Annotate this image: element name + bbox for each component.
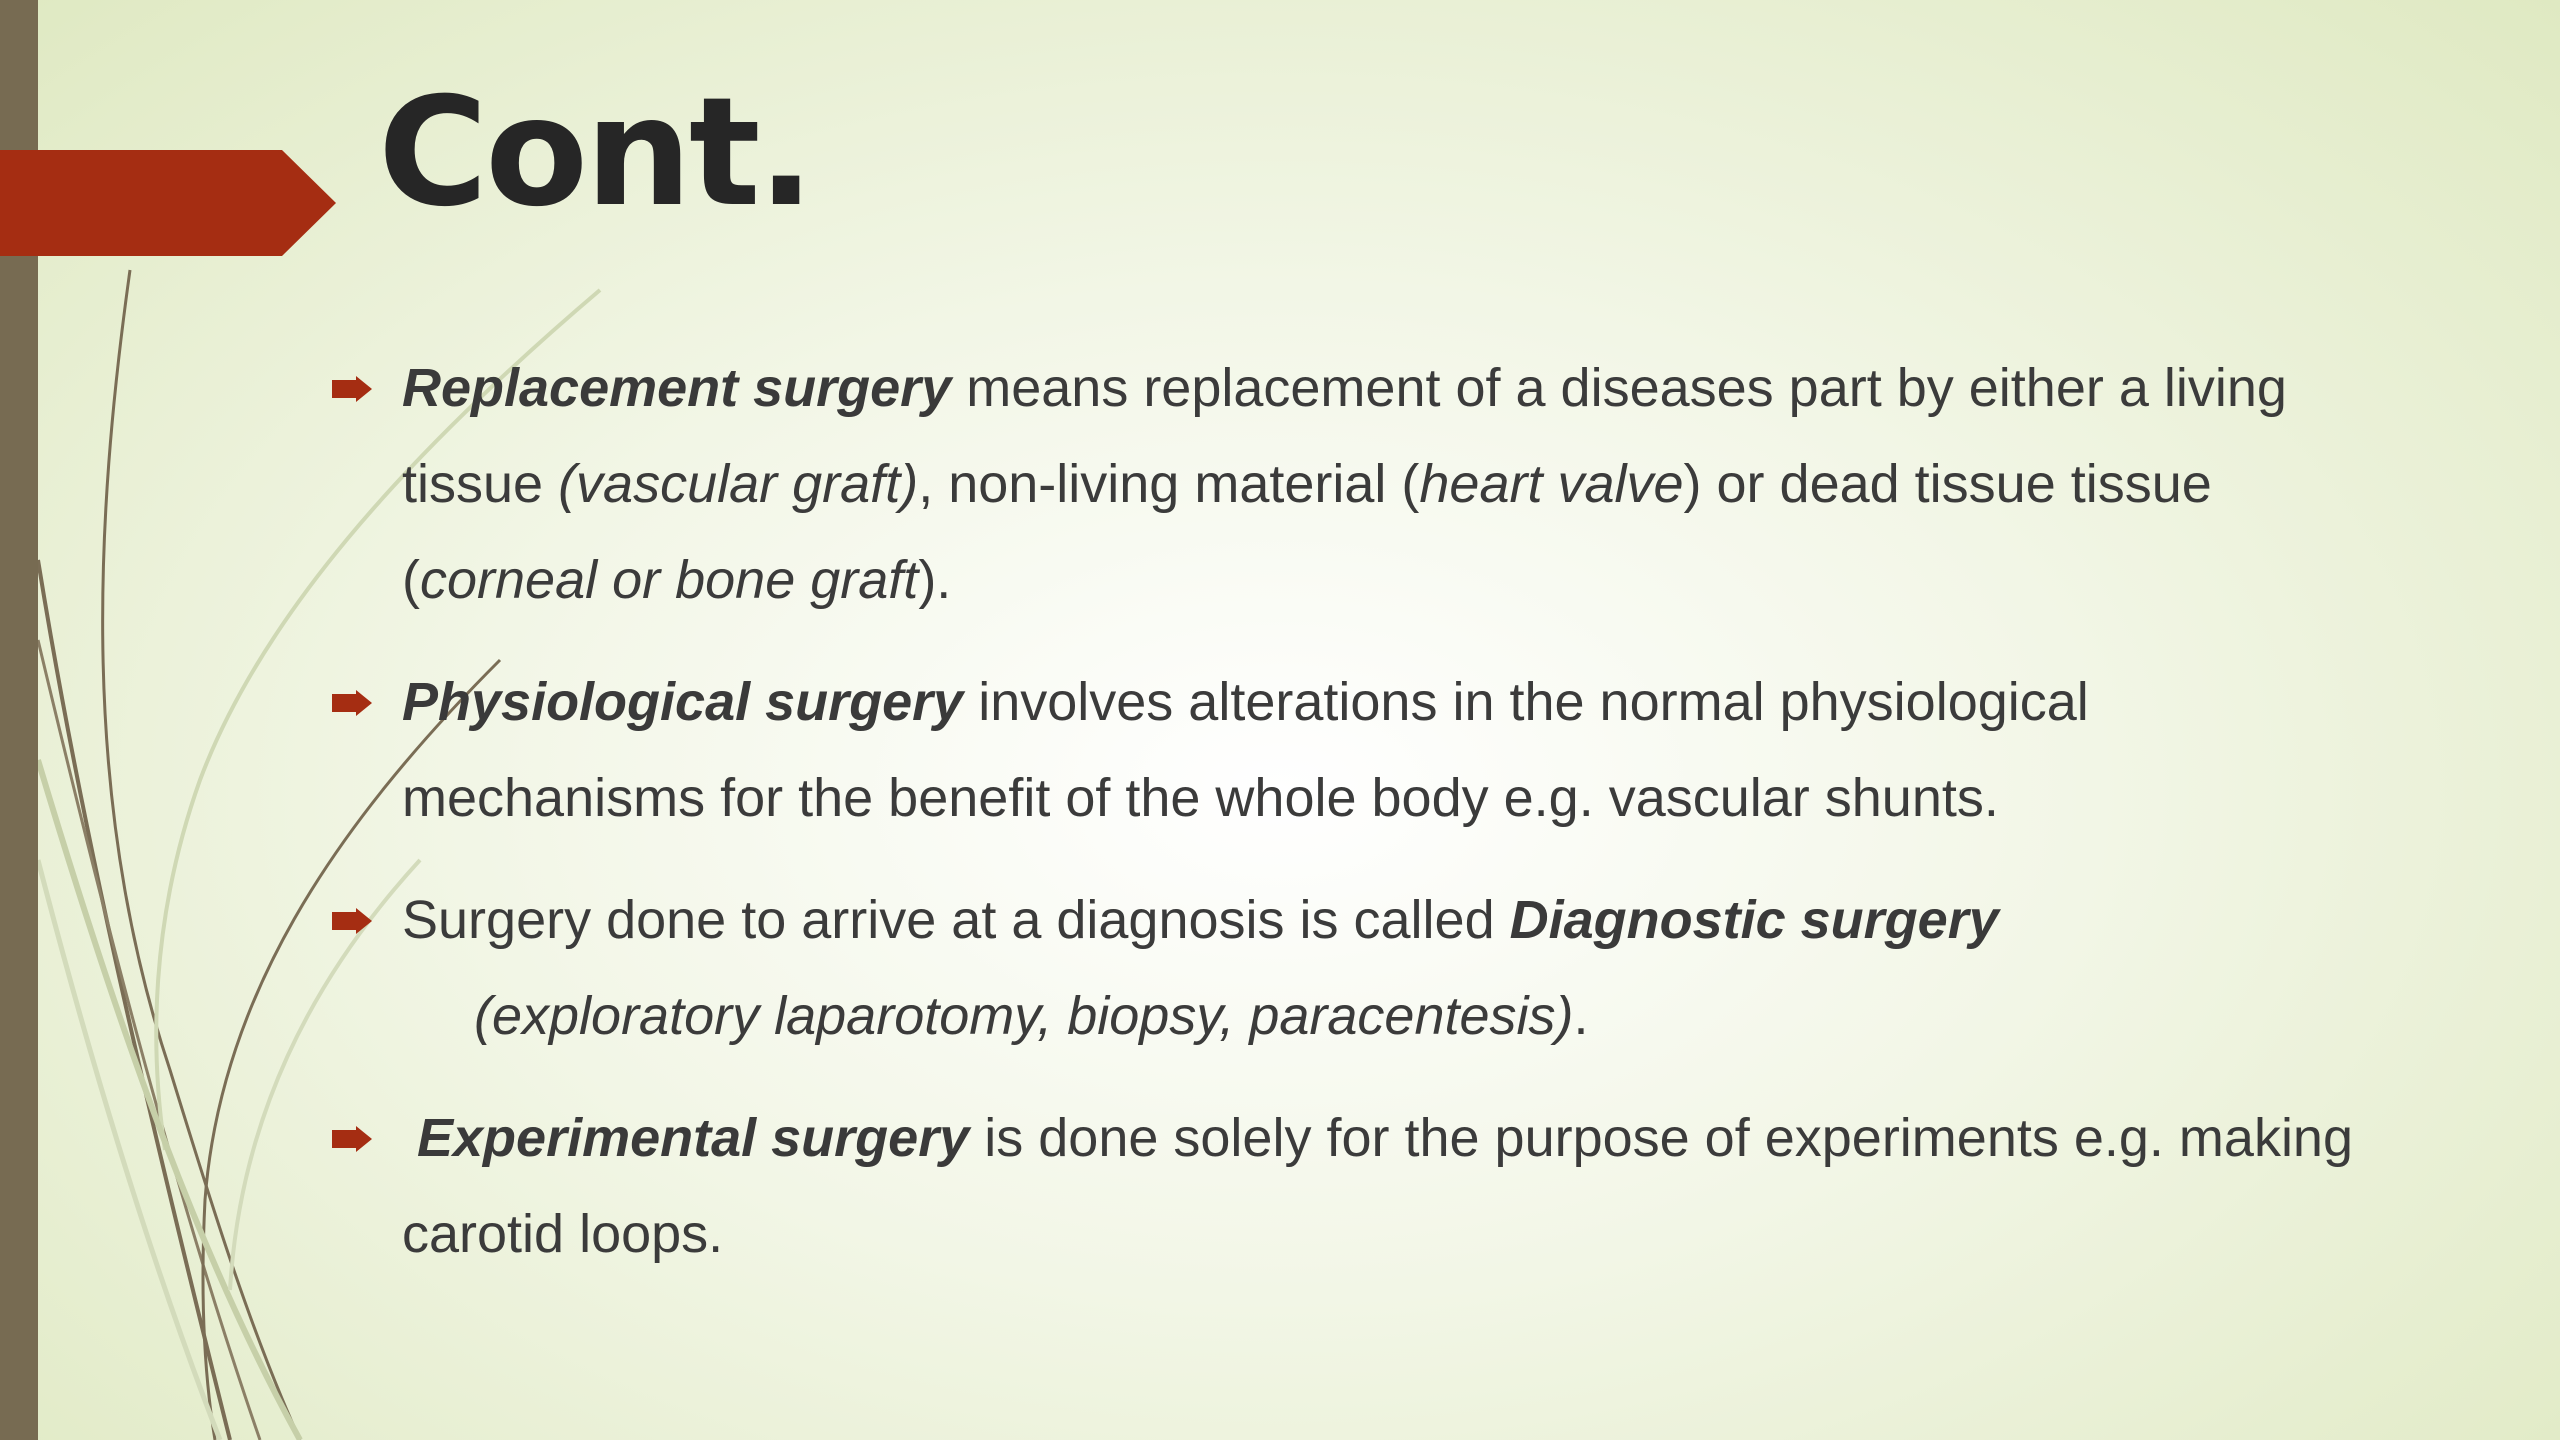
bullet-example: (vascular graft) bbox=[558, 454, 919, 514]
bullet-text: , non-living material ( bbox=[918, 454, 1420, 514]
bullet-text: means replacement of a diseases part by either a living tissue bbox=[402, 358, 2287, 514]
arrow-right-icon bbox=[332, 690, 372, 716]
term-label: Diagnostic surgery bbox=[1509, 890, 1999, 950]
term-label: Replacement surgery bbox=[402, 358, 952, 418]
arrow-right-icon bbox=[332, 908, 372, 934]
bullet-text: . bbox=[1573, 986, 1589, 1046]
bullet-text: is done solely for the purpose of experiments e.g. making carotid loops. bbox=[402, 1108, 2353, 1264]
term-label: Experimental surgery bbox=[402, 1108, 970, 1168]
bullet-text: ). bbox=[918, 550, 952, 610]
bullet-diagnostic-surgery bbox=[330, 872, 2370, 1064]
title-arrow-banner bbox=[0, 150, 340, 256]
arrow-right-icon bbox=[332, 376, 372, 402]
slide-title: Cont. bbox=[378, 66, 812, 240]
bullet-text: involves alterations in the normal physiological mechanisms for the benefit of the whole body e.g. vascular shunts. bbox=[402, 672, 2089, 828]
bullet-example: (exploratory laparotomy, biopsy, paracentesis) bbox=[474, 986, 1574, 1046]
bullet-experimental-surgery bbox=[330, 1090, 2370, 1282]
bullet-example-line bbox=[402, 968, 1589, 1064]
bullet-physiological-surgery bbox=[330, 654, 2370, 846]
bullet-list bbox=[330, 340, 2370, 1308]
term-label: Physiological surgery bbox=[402, 672, 964, 732]
bullet-replacement-surgery bbox=[330, 340, 2370, 628]
bullet-example: corneal or bone graft bbox=[419, 550, 919, 610]
bullet-example: heart valve bbox=[1419, 454, 1684, 514]
arrow-right-icon bbox=[332, 1126, 372, 1152]
bullet-text: ) or dead tissue tissue ( bbox=[402, 454, 2212, 610]
bullet-text: Surgery done to arrive at a diagnosis is called bbox=[402, 890, 1510, 950]
